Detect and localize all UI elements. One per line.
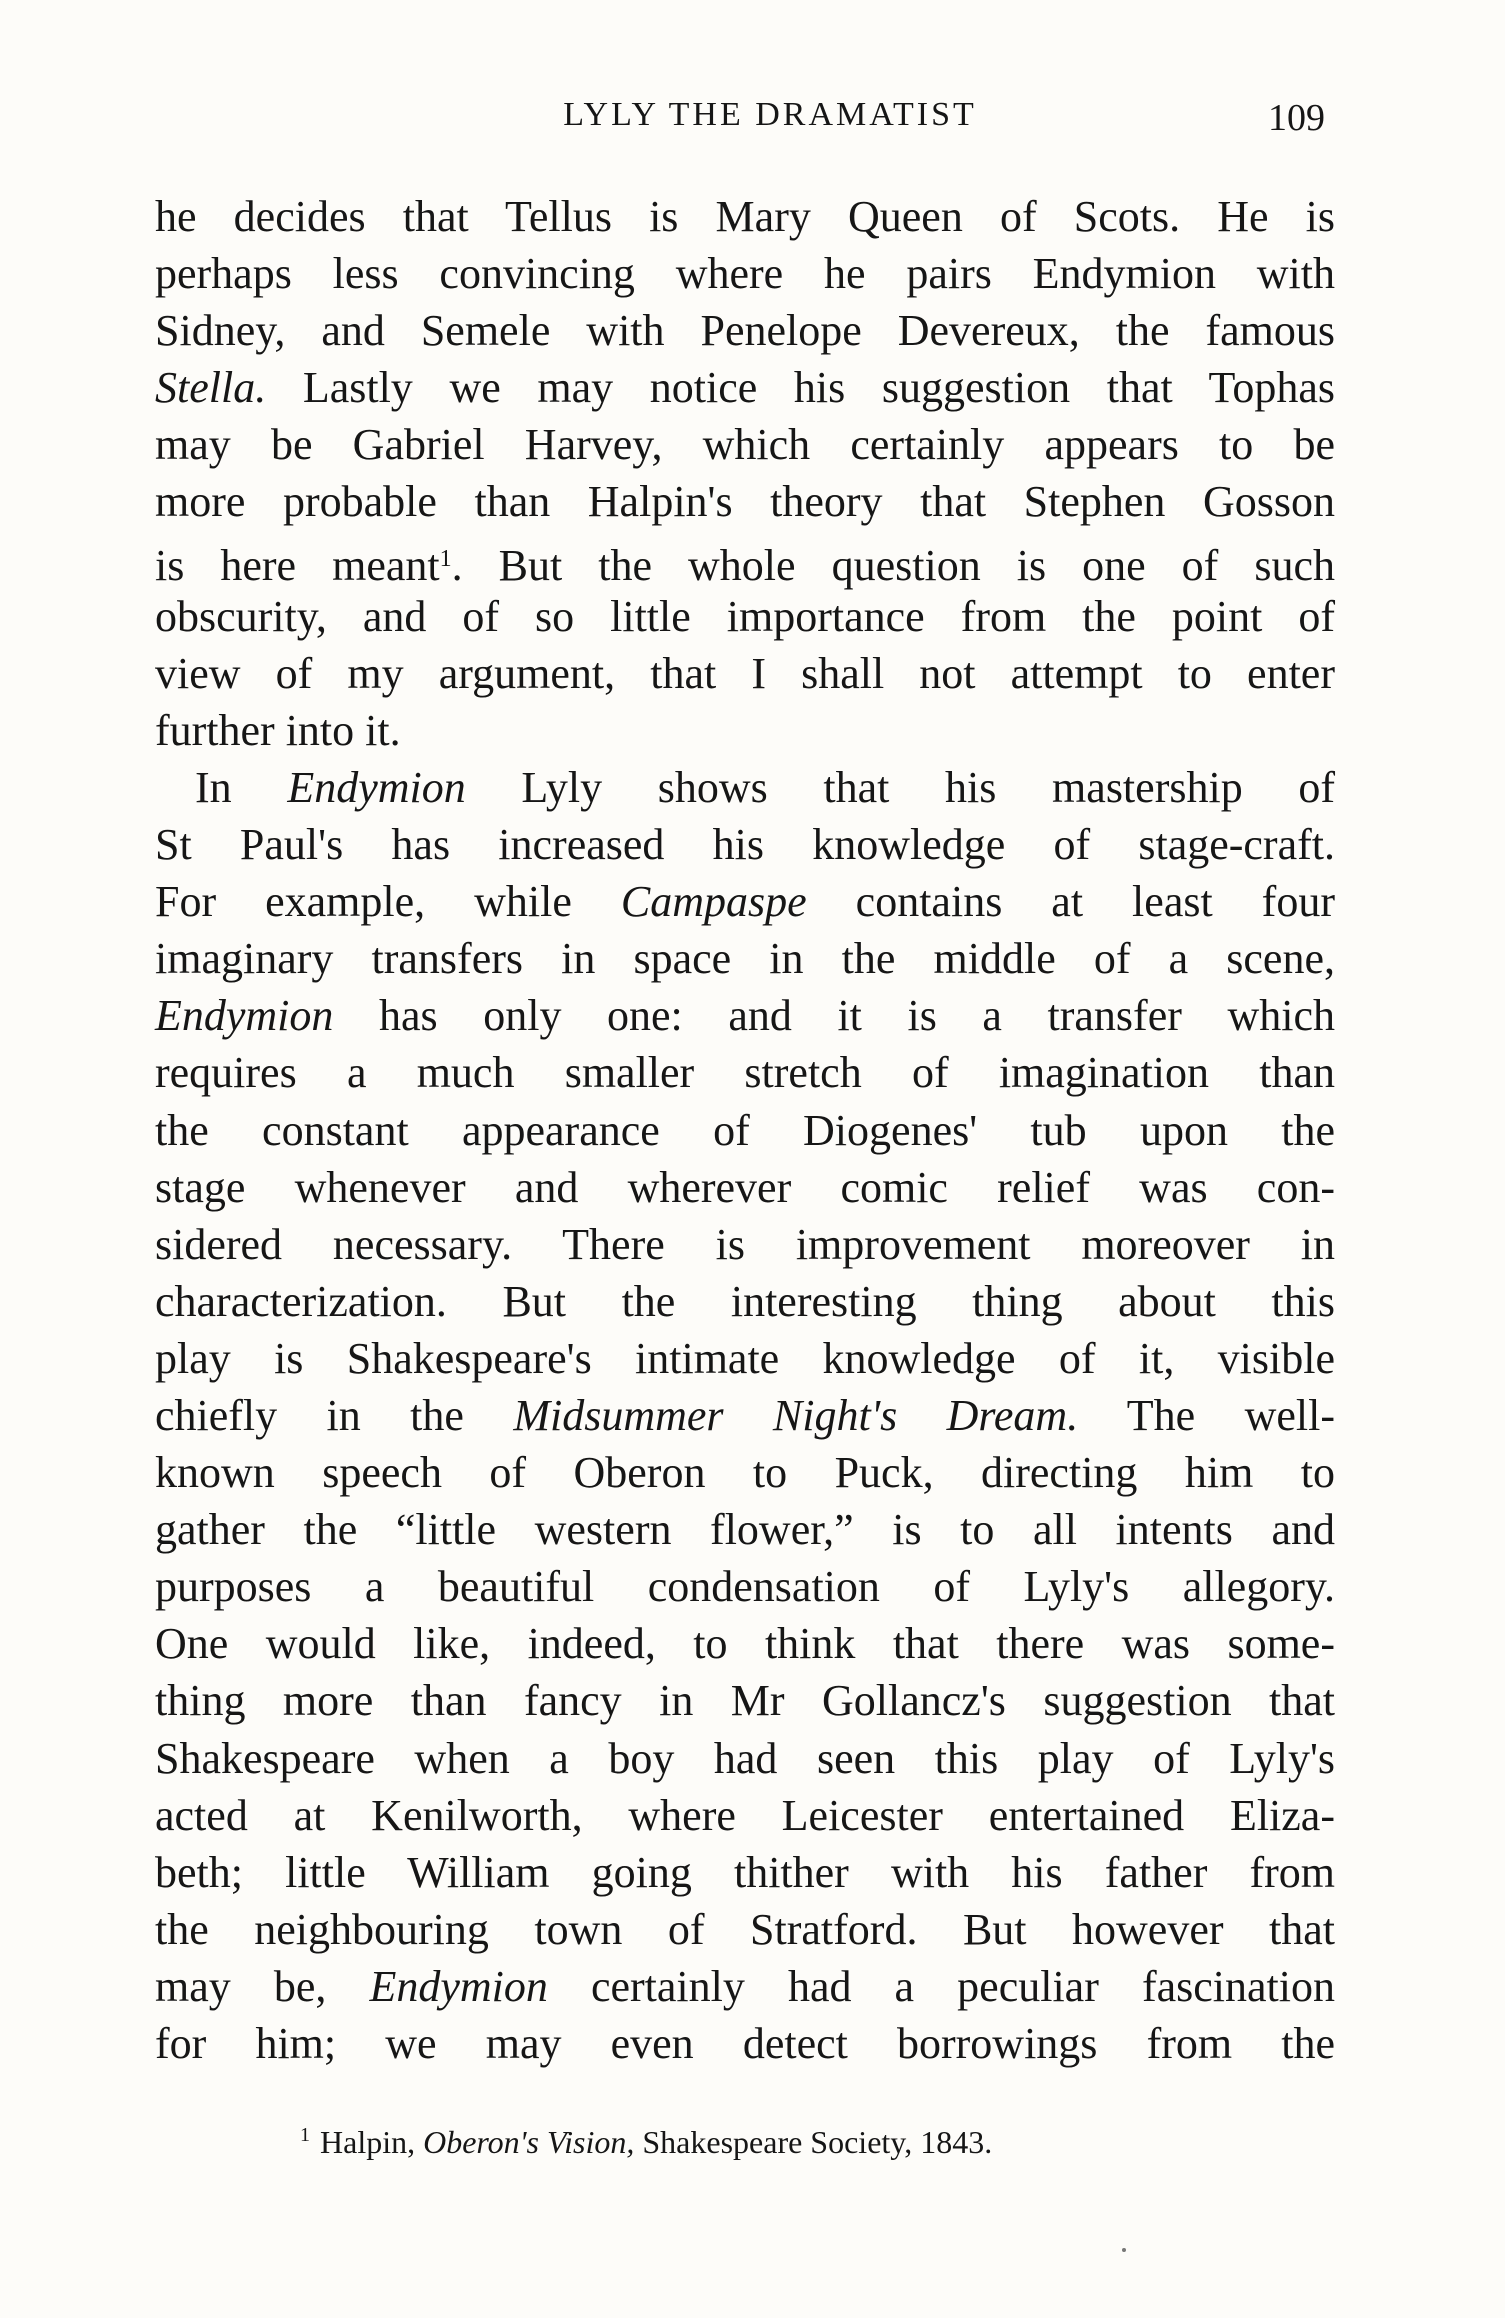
text-line: beth; little William going thither with his father from: [155, 1847, 1335, 1897]
text-line: sidered necessary. There is improvement moreover in: [155, 1219, 1335, 1269]
text-line: the constant appearance of Diogenes' tub upon the: [155, 1105, 1335, 1155]
text-line: requires a much smaller stretch of imagination than: [155, 1048, 1335, 1098]
line-text: may be,: [155, 1961, 370, 2011]
line-text: The well-: [1078, 1390, 1335, 1440]
text-line: view of my argument, that I shall not attempt to enter: [155, 648, 1335, 698]
text-line: the neighbouring town of Stratford. But however that: [155, 1904, 1335, 1954]
text-line: play is Shakespeare's intimate knowledge of it, visible: [155, 1333, 1335, 1383]
text-line: thing more than fancy in Mr Gollancz's suggestion that: [155, 1676, 1335, 1726]
print-speck: [1122, 2248, 1126, 2252]
text-line: for him; we may even detect borrowings from the: [155, 2019, 1335, 2068]
text-line: Shakespeare when a boy had seen this play of Lyly's: [155, 1733, 1335, 1783]
text-line: characterization. But the interesting thing about this: [155, 1276, 1335, 1326]
text-line: obscurity, and of so little importance from the point of: [155, 591, 1335, 641]
footnote-marker: 1: [300, 2124, 310, 2146]
text-line: [155, 1387, 1335, 1444]
footnote-title: Oberon's Vision,: [423, 2124, 635, 2160]
line-text: In: [195, 762, 288, 812]
footnote-author: Halpin,: [320, 2124, 416, 2160]
line-text: For example, while: [155, 877, 621, 927]
footnote-reference: 1: [439, 545, 452, 572]
line-text: contains at least four: [806, 877, 1335, 927]
line-text: Lyly shows that his mastership of: [465, 762, 1336, 812]
text-line: known speech of Oberon to Puck, directing him to: [155, 1448, 1335, 1498]
line-text: . But the whole question is one of such: [451, 540, 1335, 590]
text-line: imaginary transfers in space in the middle of a scene,: [155, 934, 1335, 984]
line-text: Lastly we may notice his suggestion that Tophas: [266, 363, 1335, 413]
running-head: [155, 96, 1335, 156]
italic-title: Stella.: [155, 363, 267, 413]
text-line: may be Gabriel Harvey, which certainly appears to be: [155, 420, 1335, 470]
italic-title: Campaspe: [620, 877, 807, 927]
text-line: perhaps less convincing where he pairs Endymion with: [155, 249, 1335, 299]
text-line: [155, 873, 1335, 930]
italic-title: Endymion: [287, 762, 466, 812]
italic-title: Midsummer Night's Dream.: [513, 1390, 1079, 1440]
body-text: [155, 188, 1335, 2072]
line-text: chiefly in the: [155, 1390, 514, 1440]
running-title: LYLY THE DRAMATIST: [563, 96, 977, 133]
footnote: [300, 2124, 992, 2161]
italic-title: Endymion: [155, 991, 334, 1041]
page-number: 109: [1268, 97, 1325, 139]
text-line: [155, 759, 1335, 816]
text-line: One would like, indeed, to think that there was some-: [155, 1619, 1335, 1669]
text-line: gather the “little western flower,” is to all intents and: [155, 1505, 1335, 1555]
text-line: more probable than Halpin's theory that Stephen Gosson: [155, 477, 1335, 527]
text-line: [155, 359, 1335, 416]
text-line: further into it.: [155, 705, 401, 755]
text-line: Sidney, and Semele with Penelope Devereux, the famous: [155, 306, 1335, 356]
text-line: acted at Kenilworth, where Leicester entertained Eliza-: [155, 1790, 1335, 1840]
text-line: [155, 531, 1335, 588]
line-text: has only one: and it is a transfer which: [333, 991, 1335, 1041]
text-line: he decides that Tellus is Mary Queen of Scots. He is: [155, 192, 1335, 241]
line-text: certainly had a peculiar fascination: [547, 1961, 1335, 2011]
italic-title: Endymion: [369, 1961, 548, 2011]
text-line: purposes a beautiful condensation of Lyly's allegory.: [155, 1562, 1335, 1612]
footnote-text: Shakespeare Society, 1843.: [642, 2124, 993, 2160]
text-line: St Paul's has increased his knowledge of stage-craft.: [155, 820, 1335, 870]
text-line: stage whenever and wherever comic relief was con-: [155, 1162, 1335, 1212]
text-line: [155, 1958, 1335, 2015]
line-text: is here meant: [155, 540, 440, 590]
text-line: [155, 987, 1335, 1044]
